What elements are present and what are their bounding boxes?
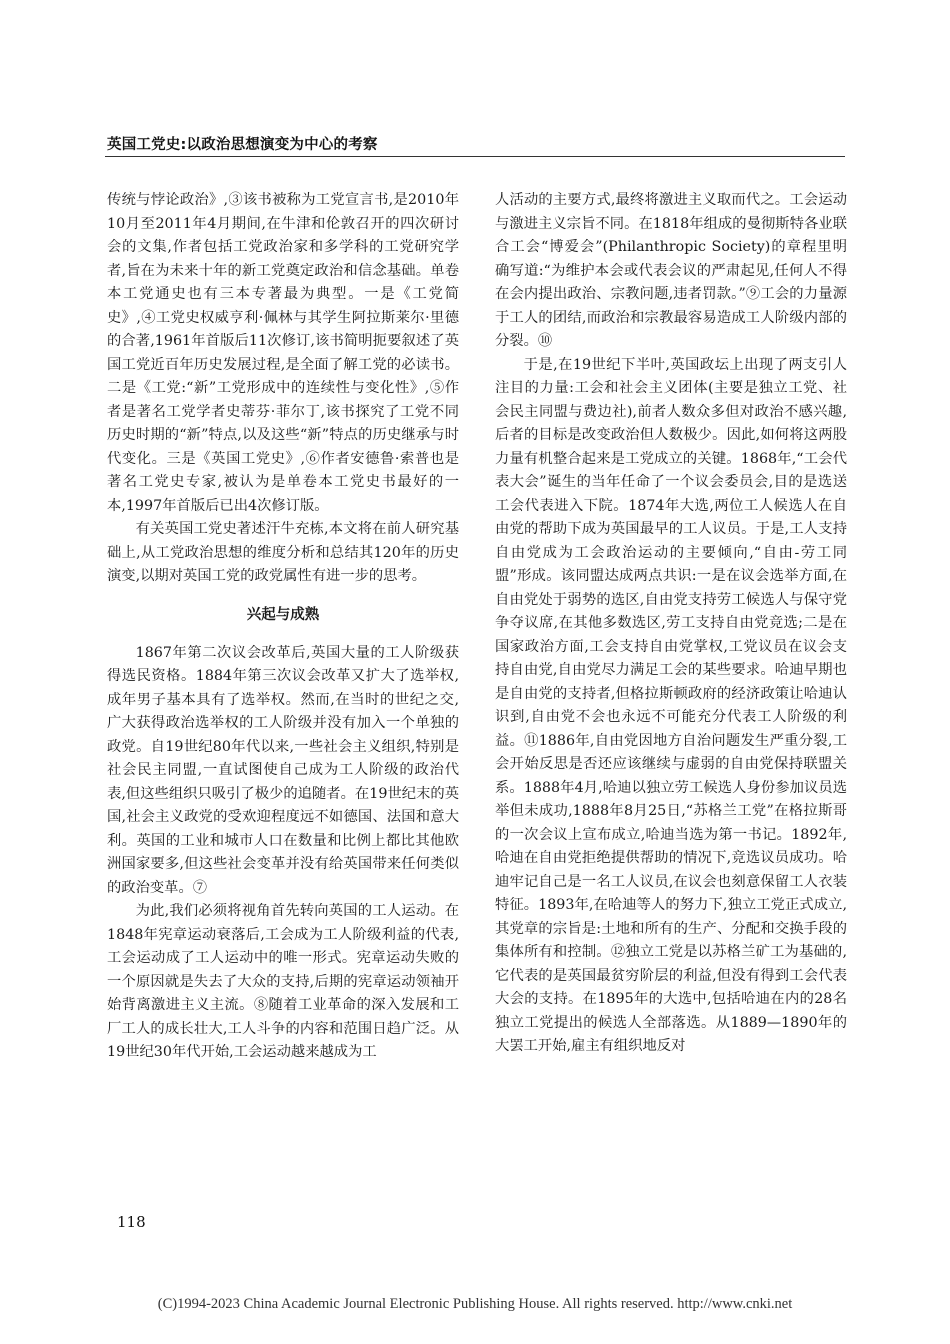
section-heading: 兴起与成熟 — [246, 606, 320, 623]
running-title: 英国工党史:以政治思想演变为中心的考察 — [107, 137, 378, 153]
body-paragraph: 人活动的主要方式,最终将激进主义取而代之。工会运动与激进主义宗旨不同。在1818年组成的曼彻斯特各业联合工会“博爱会”(Philanthropic Society)的章程里明确写道:“为维护本会或代表会议的严肃起见,任何人不得在会内提出政治、宗教问题,违者罚款。”⑨工会的力量源于工人的团结,而政治和宗教最容易造成工人阶级内部的分裂。⑩ — [495, 192, 847, 349]
body-paragraph: 于是,在19世纪下半叶,英国政坛上出现了两支引人注目的力量:工会和社会主义团体(主要是独立工党、社会民主同盟与费边社),前者人数众多但对政治不感兴趣,后者的目标是改变政治但人数极少。因此,如何将这两股力量有机整合起来是工党成立的关键。1868年,“工会代表大会”诞生的当年任命了一个议会委员会,目的是选送工会代表进入下院。1874年大选,两位工人候选人在自由党的帮助下成为英国最早的工人议员。于是,工人支持自由党成为工会政治运动的主要倾向,“自由-劳工同盟”形成。该同盟达成两点共识:一是在议会选举方面,在自由党处于弱势的选区,自由党支持劳工候选人与保守党争夺议席,在其他多数选区,劳工支持自由党竞选;二是在国家政治方面,工会支持自由党掌权,工党议员在议会支持自由党,自由党尽力满足工会的某些要求。哈迪早期也是自由党的支持者,但格拉斯顿政府的经济政策让哈迪认识到,自由党不会也永远不可能充分代表工人阶级的利益。⑪1886年,自由党因地方自治问题发生严重分裂,工会开始反思是否还应该继续与虚弱的自由党保持联盟关系。1888年4月,哈迪以独立劳工候选人身份参加议员选举但未成功,1888年8月25日,“苏格兰工党”在格拉斯哥的一次会议上宣布成立,哈迪当选为第一书记。1892年,哈迪在自由党拒绝提供帮助的情况下,竞选议员成功。哈迪牢记自己是一名工人议员,在议会也刻意保留工人衣装特征。1893年,在哈迪等人的努力下,独立工党正式成立,其党章的宗旨是:土地和所有的生产、分配和交换手段的集体所有和控制。⑫独立工党是以苏格兰矿工为基础的,它代表的是英国最贫穷阶层的利益,但没有得到工会代表大会的支持。在1895年的大选中,包括哈迪在内的28名独立工党提出的候选人全部落选。从1889—1890年的大罢工开始,雇主有组织地反对 — [495, 356, 847, 1054]
body-paragraph: 有关英国工党史著述汗牛充栋,本文将在前人研究基础上,从工党政治思想的维度分析和总结其120年的历史演变,以期对英国工党的政党属性有进一步的思考。 — [107, 521, 459, 584]
copyright-notice: (C)1994-2023 China Academic Journal Electronic Publishing House. All rights reserved. http://www.cnki.net — [157, 1296, 793, 1312]
body-paragraph: 1867年第二次议会改革后,英国大量的工人阶级获得选民资格。1884年第三次议会改革又扩大了选举权,成年男子基本具有了选举权。然而,在当时的世纪之交,广大获得政治选举权的工人阶级并没有加入一个单独的政党。自19世纪80年代以来,一些社会主义组织,特别是社会民主同盟,一直试图使自己成为工人阶级的政治代表,但这些组织只吸引了极少的追随者。在19世纪末的英国,社会主义政党的受欢迎程度远不如德国、法国和意大利。英国的工业和城市人口在数量和比例上都比其他欧洲国家要多,但这些社会变革并没有给英国带来任何类似的政治变革。⑦ — [107, 644, 459, 896]
page-number: 118 — [117, 1213, 146, 1231]
left-column — [107, 189, 459, 1065]
right-column — [495, 189, 847, 1059]
body-paragraph: 传统与悖论政治》,③该书被称为工党宣言书,是2010年10月至2011年4月期间,在牛津和伦敦召开的四次研讨会的文集,作者包括工党政治家和多学科的工党研究学者,旨在为未来十年的新工党奠定政治和信念基础。单卷本工党通史也有三本专著最为典型。一是《工党简史》,④工党史权威亨利·佩林与其学生阿拉斯莱尔·里德的合著,1961年首版后11次修订,该书简明扼要叙述了英国工党近百年历史发展过程,是全面了解工党的必读书。二是《工党:“新”工党形成中的连续性与变化性》,⑤作者是著名工党学者史蒂芬·菲尔丁,该书探究了工党不同历史时期的“新”特点,以及这些“新”特点的历史继承与时代变化。三是《英国工党史》,⑥作者安德鲁·索普也是著名工党史专家,被认为是单卷本工党史书最好的一本,1997年首版后已出4次修订版。 — [107, 192, 459, 514]
body-paragraph: 为此,我们必须将视角首先转向英国的工人运动。在1848年宪章运动衰落后,工会成为工人阶级利益的代表,工会运动成了工人运动中的唯一形式。宪章运动失败的一个原因就是失去了大众的支持,后期的宪章运动领袖开始背离激进主义主流。⑧随着工业革命的深入发展和工厂工人的成长壮大,工人斗争的内容和范围日趋广泛。从19世纪30年代开始,工会运动越来越成为工 — [107, 903, 459, 1060]
header-rule — [105, 156, 845, 157]
